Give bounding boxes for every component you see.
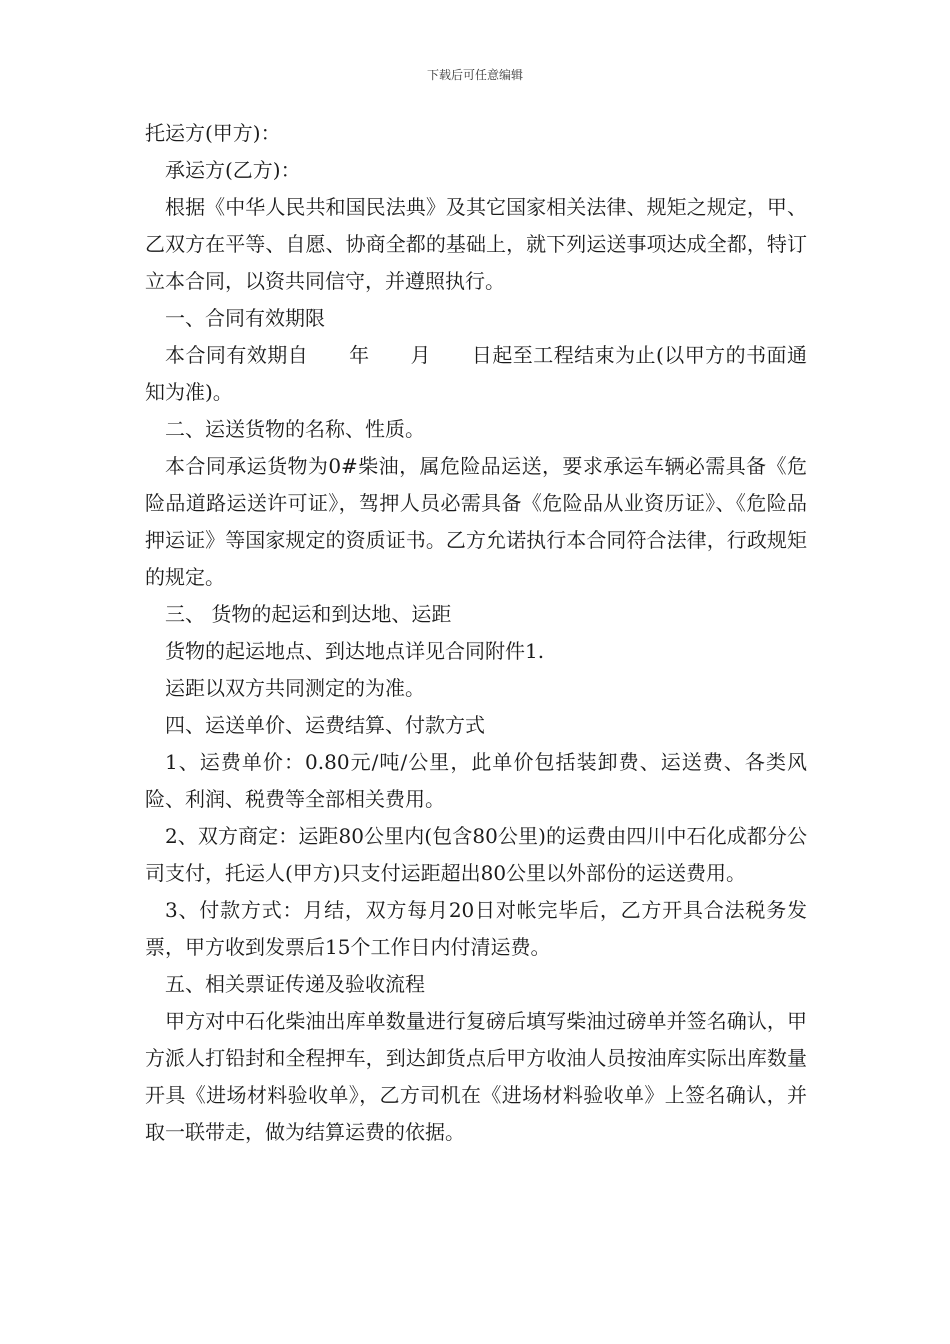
paragraph: 托运方(甲方)： bbox=[145, 121, 281, 145]
section-heading: 二、运送货物的名称、性质。 bbox=[165, 417, 425, 441]
paragraph: 根据《中华人民共和国民法典》及其它国家相关法律、规矩之规定，甲、乙双方在平等、自愿、协商全都的基础上，就下列运送事项达成全都，特订立本合同，以资共同信守，并遵照执行。 bbox=[145, 195, 807, 293]
section-heading: 四、运送单价、运费结算、付款方式 bbox=[165, 713, 485, 737]
section-heading: 五、相关票证传递及验收流程 bbox=[165, 972, 425, 996]
paragraph: 1、运费单价：0.80元/吨/公里，此单价包括装卸费、运送费、各类风险、利润、税费等全部相关费用。 bbox=[145, 750, 807, 811]
paragraph: 货物的起运地点、到达地点详见合同附件1. bbox=[165, 639, 545, 663]
paragraph: 3、付款方式：月结，双方每月20日对帐完毕后，乙方开具合法税务发票，甲方收到发票后15个工作日内付清运费。 bbox=[145, 898, 807, 959]
paragraph: 运距以双方共同测定的为准。 bbox=[165, 676, 425, 700]
paragraph: 甲方对中石化柴油出库单数量进行复磅后填写柴油过磅单并签名确认，甲方派人打铅封和全程押车，到达卸货点后甲方收油人员按油库实际出库数量开具《进场材料验收单》，乙方司机在《进场材料验收单》上签名确认，并取一联带走，做为结算运费的依据。 bbox=[145, 1009, 807, 1144]
section-heading: 一、合同有效期限 bbox=[165, 306, 325, 330]
contract-body bbox=[145, 115, 807, 1151]
page-header: 下载后可任意编辑 bbox=[426, 68, 523, 82]
paragraph: 本合同承运货物为0#柴油，属危险品运送，要求承运车辆必需具备《危险品道路运送许可证》，驾押人员必需具备《危险品从业资历证》、《危险品押运证》等国家规定的资质证书。乙方允诺执行本合同符合法律，行政规矩的规定。 bbox=[145, 454, 807, 589]
paragraph: 承运方(乙方)： bbox=[165, 158, 301, 182]
paragraph: 2、双方商定：运距80公里内(包含80公里)的运费由四川中石化成都分公司支付，托运人(甲方)只支付运距超出80公里以外部份的运送费用。 bbox=[145, 824, 807, 885]
section-heading: 三、 货物的起运和到达地、运距 bbox=[165, 602, 452, 626]
paragraph: 本合同有效期自 年 月 日起至工程结束为止(以甲方的书面通知为准)。 bbox=[145, 343, 807, 404]
